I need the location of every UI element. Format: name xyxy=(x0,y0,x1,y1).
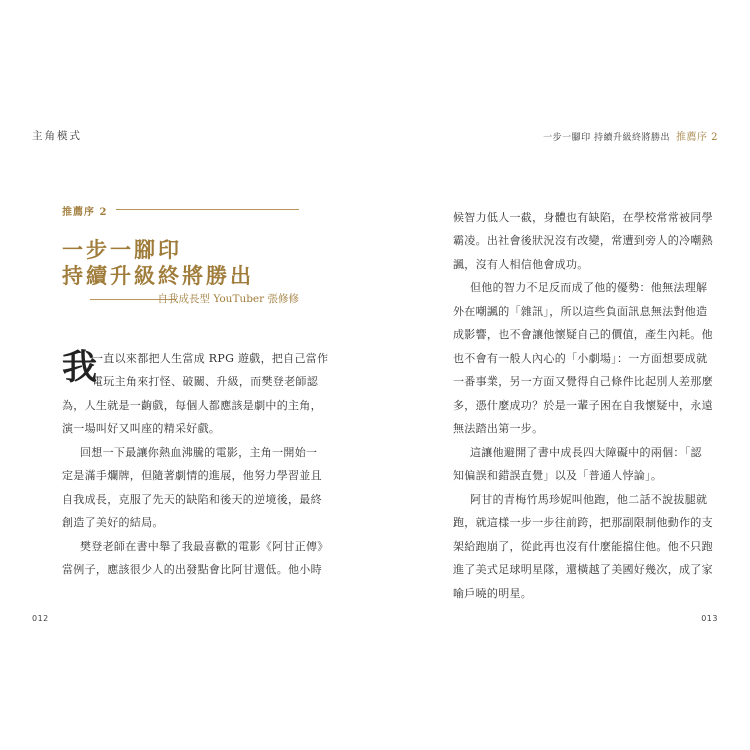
right-body-line: 但他的智力不足反而成了他的優勢：他無法理解 xyxy=(470,281,708,294)
chapter-title-line-1: 一步一腳印 xyxy=(62,237,182,262)
chapter-title-line-2: 持續升級終將勝出 xyxy=(62,263,254,288)
left-body-line: 自我成長，克服了先天的缺陷和後天的逆境後，最終 xyxy=(62,493,322,506)
right-body-line: 成影響，也不會讓他懷疑自己的價值，產生內耗。他 xyxy=(453,328,713,341)
right-body-line: 這讓他避開了書中成長四大障礙中的兩個：「認 xyxy=(470,446,702,459)
left-body-line: 回想一下最讓你熱血沸騰的電影，主角一開始一 xyxy=(80,446,318,459)
left-running-head: 主角模式 xyxy=(32,130,82,142)
right-running-head-section: 推薦序 2 xyxy=(675,132,718,143)
left-body-line: 為，人生就是一齣戲，每個人都應該是劇中的主角， xyxy=(62,399,322,412)
right-body-line: 跑，就這樣一步一步往前跨，把那副限制他動作的支 xyxy=(453,516,713,529)
left-body-line: 創造了美好的結局。 xyxy=(62,516,164,529)
right-running-head xyxy=(543,128,718,143)
left-body-line: 電玩主角來打怪、破關、升級，而樊登老師認 xyxy=(92,375,318,388)
right-body-line: 架給跑崩了，從此再也沒有什麼能擋住他。他不只跑 xyxy=(453,540,713,553)
left-body-line: 定是滿手爛牌，但隨著劇情的進展，他努力學習並且 xyxy=(62,469,322,482)
left-body-line: 當例子，應該很少人的出發點會比阿甘還低。他小時 xyxy=(62,563,322,576)
right-running-head-title: 一步一腳印 持續升級終將勝出 xyxy=(543,133,670,143)
right-body-line: 一番事業，另一方面又覺得自己條件比起別人差那麼 xyxy=(453,375,713,388)
right-body-line: 也不會有一般人內心的「小劇場」：一方面想要成就 xyxy=(453,352,708,365)
right-body-line: 喻戶曉的明星。 xyxy=(453,587,533,600)
heading-rule xyxy=(116,209,299,210)
left-body-line: 演一場叫好又叫座的精采好戲。 xyxy=(62,422,221,435)
right-body-line: 知偏誤和錯誤直覺」以及「普通人悖論」。 xyxy=(453,469,663,482)
right-body-line: 外在嘲諷的「雜訊」，所以這些負面訊息無法對他造 xyxy=(453,305,708,318)
right-page-number: 013 xyxy=(701,614,718,623)
drop-cap: 我 xyxy=(62,347,98,388)
left-body-line: 一直以來都把人生當成 RPG 遊戲，把自己當作 xyxy=(92,352,329,365)
right-body-line: 多，憑什麼成功？於是一輩子困在自我懷疑中，永遠 xyxy=(453,399,713,412)
right-body-line: 進了美式足球明星隊，還橫越了美國好幾次，成了家 xyxy=(453,563,713,576)
left-body-line: 樊登老師在書中舉了我最喜歡的電影《阿甘正傳》 xyxy=(80,540,329,553)
left-page-number: 012 xyxy=(32,614,49,623)
right-body-line: 無法踏出第一步。 xyxy=(453,422,544,435)
author-byline: 自我成長型 YouTuber 張修修 xyxy=(157,293,299,305)
right-body-line: 候智力低人一截，身體也有缺陷，在學校常常被同學 xyxy=(453,211,713,224)
right-body-line: 諷，沒有人相信他會成功。 xyxy=(453,258,589,271)
right-body-line: 霸凌。出社會後狀況沒有改變，常遭到旁人的冷嘲熱 xyxy=(453,234,713,247)
right-body-line: 阿甘的青梅竹馬珍妮叫他跑，他二話不說拔腿就 xyxy=(470,493,708,506)
preface-label: 推薦序 2 xyxy=(62,207,108,218)
